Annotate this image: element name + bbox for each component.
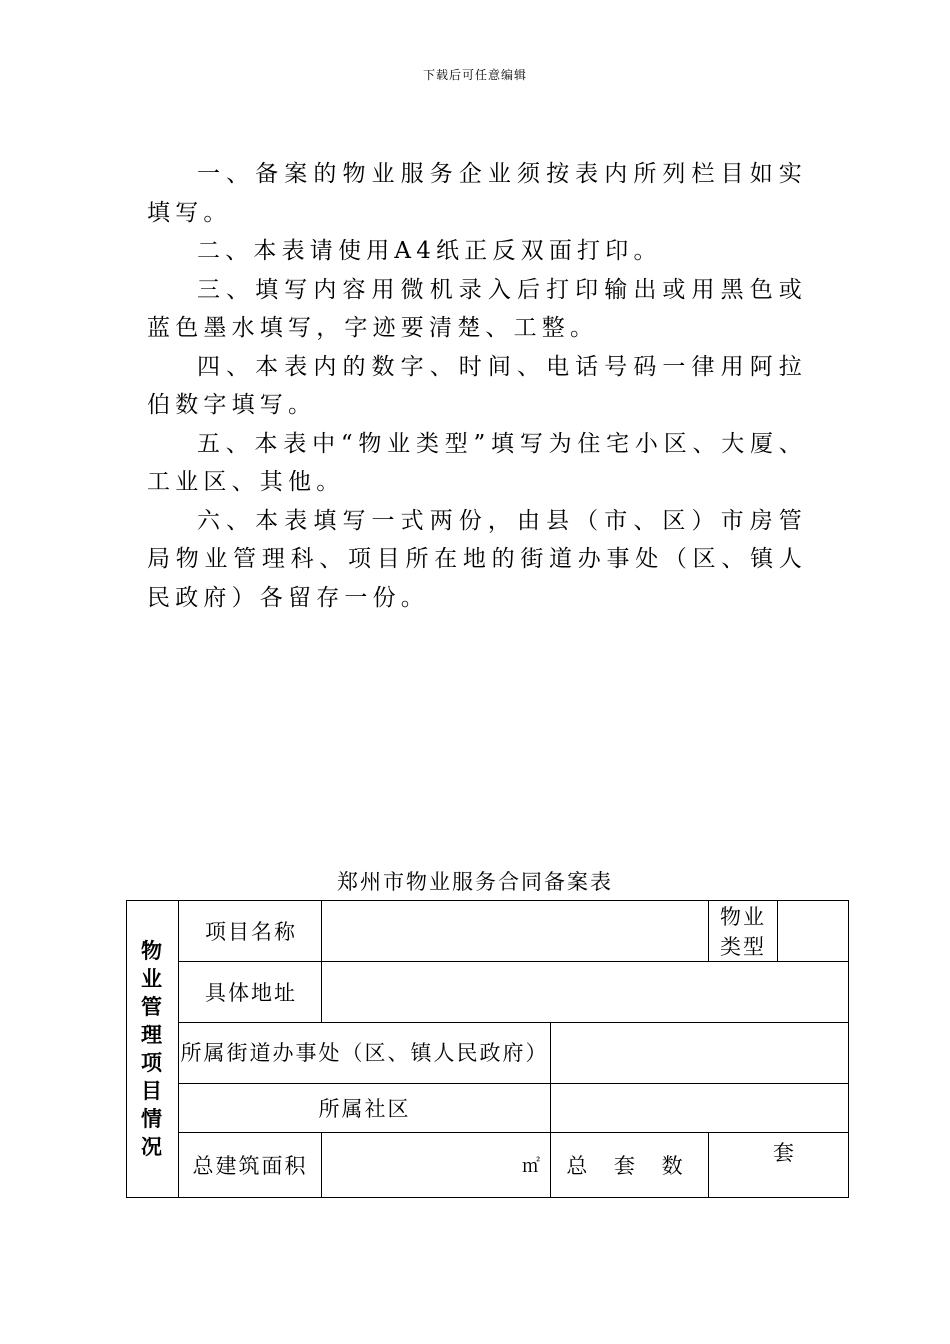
section-char: 项: [141, 1050, 164, 1075]
total-units-unit[interactable]: 套: [709, 1133, 849, 1198]
section-char: 情: [141, 1106, 164, 1131]
address-field[interactable]: [322, 962, 849, 1023]
street-office-label: 所属街道办事处（区、镇人民政府）: [179, 1023, 551, 1084]
instruction-6: 六、本表填写一式两份，由县（市、区）市房管局物业管理科、项目所在地的街道办事处（区、镇人民政府）各留存一份。: [147, 507, 807, 611]
project-name-label: 项目名称: [179, 901, 322, 962]
property-type-label: 物业类型: [709, 901, 778, 962]
section-char: 物: [141, 938, 164, 963]
section-char: 理: [141, 1022, 164, 1047]
project-name-field[interactable]: [322, 901, 709, 962]
instruction-3: 三、填写内容用微机录入后打印输出或用黑色或蓝色墨水填写，字迹要清楚、工整。: [147, 276, 807, 341]
section-char: 业: [141, 966, 164, 991]
total-area-label: 总建筑面积: [179, 1133, 322, 1198]
instruction-2: 二、本表请使用A4纸正反双面打印。: [197, 238, 662, 264]
section-char: 况: [141, 1134, 164, 1159]
community-field[interactable]: [551, 1084, 849, 1133]
form-title: 郑州市物业服务合同备案表: [337, 870, 613, 894]
page-header: 下载后可任意编辑: [422, 68, 527, 82]
section-char: 管: [141, 994, 164, 1019]
section-char: 目: [141, 1078, 164, 1103]
street-office-field[interactable]: [551, 1023, 849, 1084]
property-type-field[interactable]: [778, 901, 849, 962]
filing-form-table: [126, 900, 849, 1198]
instruction-1: 一、备案的物业服务企业须按表内所列栏目如实填写。: [147, 161, 807, 226]
filling-instructions: [147, 155, 807, 617]
total-units-label: 总 套 数: [551, 1133, 709, 1198]
section-label: [127, 901, 179, 1198]
total-area-unit[interactable]: ㎡: [322, 1133, 551, 1198]
address-label: 具体地址: [179, 962, 322, 1023]
instruction-4: 四、本表内的数字、时间、电话号码一律用阿拉伯数字填写。: [147, 353, 807, 418]
community-label: 所属社区: [179, 1084, 551, 1133]
instruction-5: 五、本表中“物业类型”填写为住宅小区、大厦、工业区、其他。: [147, 430, 807, 495]
